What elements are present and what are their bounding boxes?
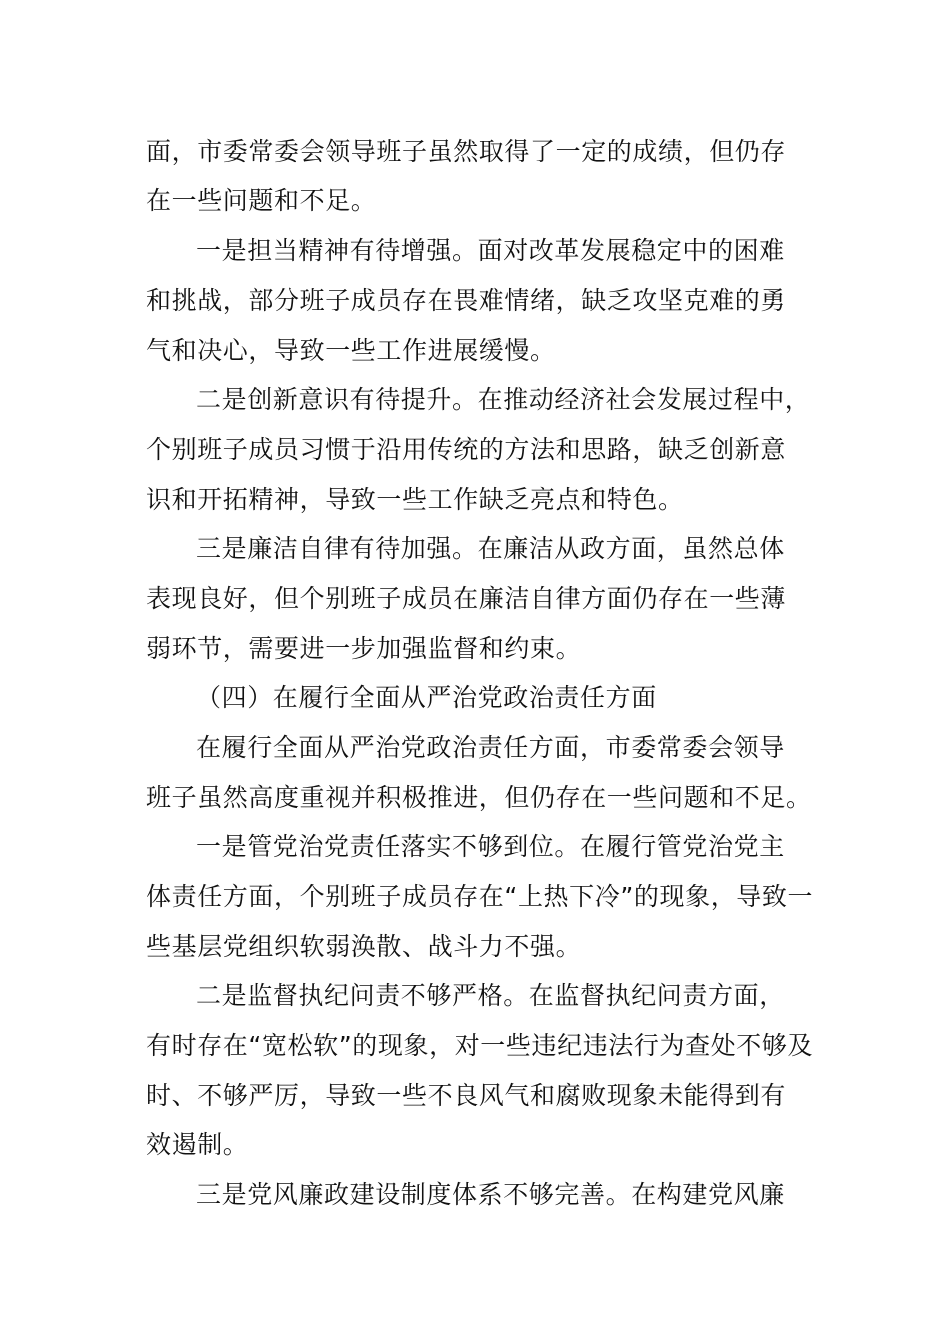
paragraph-line: 在履行全面从严治党政治责任方面，市委常委会领导	[196, 733, 785, 762]
text-line: 识和开拓精神，导致一些工作缺乏亮点和特色。	[146, 485, 684, 514]
text-line: 有时存在“宽松软”的现象，对一些违纪违法行为查处不够及	[146, 1031, 814, 1060]
paragraph-line: 二是监督执纪问责不够严格。在监督执纪问责方面，	[196, 981, 785, 1010]
paragraph-line: 三是廉洁自律有待加强。在廉洁从政方面，虽然总体	[196, 534, 785, 563]
text-line: 班子虽然高度重视并积极推进，但仍存在一些问题和不足。	[146, 783, 812, 812]
text-line: 和挑战，部分班子成员存在畏难情绪，缺乏攻坚克难的勇	[146, 286, 787, 315]
text-line: 些基层党组织软弱涣散、战斗力不强。	[146, 932, 582, 961]
text-line: 面，市委常委会领导班子虽然取得了一定的成绩，但仍存	[146, 137, 787, 166]
text-line: 在一些问题和不足。	[146, 186, 377, 215]
paragraph-line: 一是担当精神有待增强。面对改革发展稳定中的困难	[196, 236, 785, 265]
text-line: 效遏制。	[146, 1130, 249, 1159]
text-line: 时、不够严厉，导致一些不良风气和腐败现象未能得到有	[146, 1081, 787, 1110]
text-line: 个别班子成员习惯于沿用传统的方法和思路，缺乏创新意	[146, 435, 787, 464]
section-heading: （四）在履行全面从严治党政治责任方面	[196, 683, 657, 712]
text-line: 弱环节，需要进一步加强监督和约束。	[146, 634, 582, 663]
text-line: 气和决心，导致一些工作进展缓慢。	[146, 336, 556, 365]
text-line: 表现良好，但个别班子成员在廉洁自律方面仍存在一些薄	[146, 584, 787, 613]
paragraph-line: 三是党风廉政建设制度体系不够完善。在构建党风廉	[196, 1180, 785, 1209]
paragraph-line: 二是创新意识有待提升。在推动经济社会发展过程中，	[196, 385, 811, 414]
paragraph-line: 一是管党治党责任落实不够到位。在履行管党治党主	[196, 832, 785, 861]
text-line: 体责任方面，个别班子成员存在“上热下冷”的现象，导致一	[146, 882, 814, 911]
